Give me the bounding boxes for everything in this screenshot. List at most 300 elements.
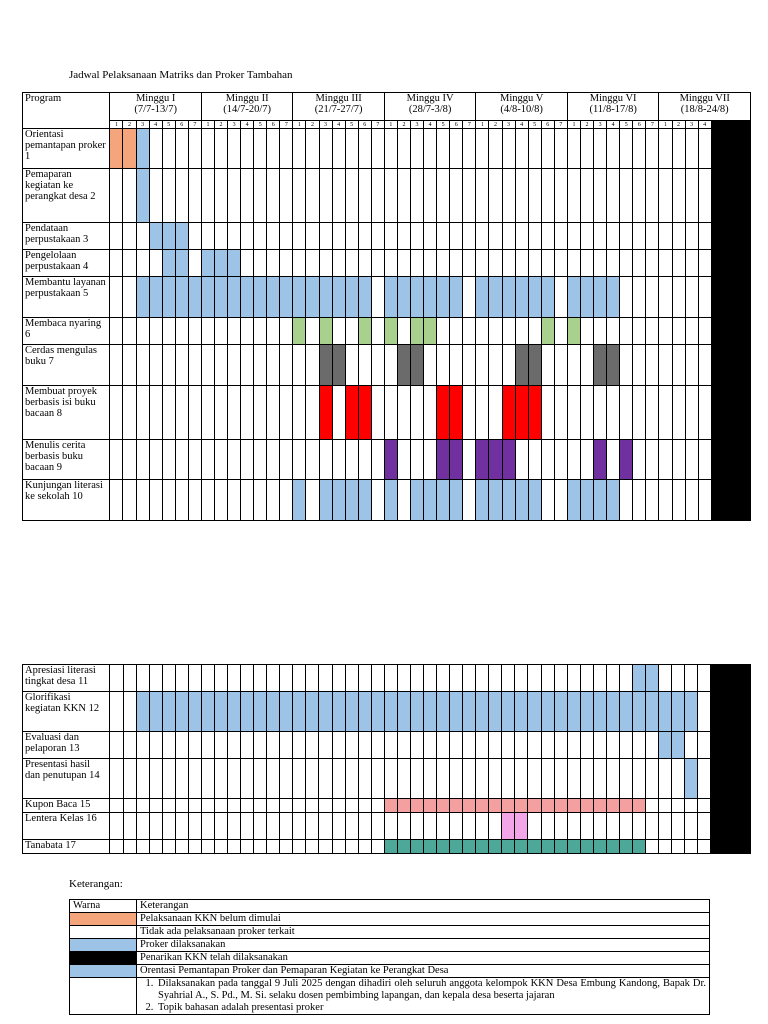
- schedule-cell: [123, 277, 136, 318]
- schedule-cell: [293, 277, 306, 318]
- schedule-cell: [659, 813, 672, 840]
- schedule-cell: [724, 665, 737, 692]
- schedule-cell: [332, 129, 345, 169]
- schedule-cell: [594, 169, 607, 223]
- schedule-cell: [607, 129, 620, 169]
- schedule-cell: [345, 759, 358, 799]
- schedule-cell: [424, 440, 437, 480]
- schedule-cell: [515, 665, 528, 692]
- schedule-cell: [306, 318, 319, 345]
- schedule-cell: [384, 169, 397, 223]
- schedule-cell: [345, 480, 358, 521]
- schedule-cell: [646, 386, 659, 440]
- schedule-cell: [476, 250, 489, 277]
- schedule-cell: [267, 250, 280, 277]
- schedule-cell: [685, 813, 698, 840]
- schedule-cell: [737, 759, 751, 799]
- schedule-cell: [397, 813, 410, 840]
- schedule-cell: [476, 318, 489, 345]
- schedule-cell: [672, 759, 685, 799]
- schedule-cell: [541, 250, 554, 277]
- schedule-cell: [437, 277, 450, 318]
- schedule-cell: [280, 277, 293, 318]
- schedule-cell: [411, 480, 424, 521]
- program-row: [23, 345, 751, 386]
- schedule-cell: [541, 665, 554, 692]
- schedule-cell: [580, 440, 593, 480]
- legend-notes-spacer: [70, 978, 137, 1015]
- schedule-cell: [607, 223, 620, 250]
- schedule-cell: [672, 813, 685, 840]
- week-name: Minggu V: [500, 93, 544, 104]
- day-number: 4: [149, 121, 162, 129]
- schedule-cell: [463, 318, 476, 345]
- schedule-cell: [424, 250, 437, 277]
- schedule-cell: [541, 480, 554, 521]
- schedule-cell: [384, 386, 397, 440]
- schedule-cell: [528, 250, 541, 277]
- program-label: Presentasi hasil dan penutupan 14: [23, 759, 110, 799]
- schedule-cell: [424, 223, 437, 250]
- schedule-cell: [371, 840, 384, 854]
- schedule-cell: [476, 732, 489, 759]
- schedule-cell: [502, 386, 515, 440]
- week-header: [567, 93, 659, 121]
- schedule-cell: [397, 759, 410, 799]
- schedule-cell: [632, 759, 645, 799]
- schedule-cell: [580, 665, 593, 692]
- schedule-cell: [149, 169, 162, 223]
- schedule-cell: [659, 129, 672, 169]
- schedule-cell: [646, 345, 659, 386]
- schedule-cell: [267, 840, 280, 854]
- schedule-cell: [476, 386, 489, 440]
- schedule-cell: [463, 665, 476, 692]
- schedule-cell: [397, 386, 410, 440]
- schedule-cell: [423, 813, 436, 840]
- schedule-cell: [397, 129, 410, 169]
- schedule-cell: [606, 799, 619, 813]
- schedule-cell: [358, 840, 371, 854]
- schedule-cell: [345, 277, 358, 318]
- schedule-cell: [515, 223, 528, 250]
- schedule-cell: [188, 345, 201, 386]
- schedule-cell: [554, 169, 567, 223]
- program-row: [23, 480, 751, 521]
- schedule-cell: [450, 480, 463, 521]
- schedule-cell: [228, 732, 241, 759]
- schedule-cell: [201, 223, 214, 250]
- schedule-cell: [711, 480, 724, 521]
- schedule-cell: [463, 732, 476, 759]
- day-number: 7: [737, 121, 750, 129]
- schedule-cell: [123, 759, 136, 799]
- day-number: 6: [358, 121, 371, 129]
- schedule-cell: [450, 732, 463, 759]
- legend-row: [70, 926, 710, 939]
- schedule-cell: [123, 692, 136, 732]
- week-range: (4/8-10/8): [500, 104, 543, 115]
- schedule-cell: [306, 732, 319, 759]
- schedule-cell: [162, 732, 175, 759]
- week-header: [384, 93, 476, 121]
- schedule-cell: [737, 665, 751, 692]
- schedule-cell: [724, 840, 737, 854]
- schedule-cell: [228, 813, 241, 840]
- schedule-cell: [397, 250, 410, 277]
- schedule-cell: [502, 480, 515, 521]
- schedule-cell: [633, 129, 646, 169]
- schedule-cell: [593, 665, 606, 692]
- schedule-cell: [214, 277, 227, 318]
- schedule-cell: [410, 799, 423, 813]
- schedule-cell: [149, 480, 162, 521]
- schedule-cell: [554, 665, 567, 692]
- legend-notes-row: [70, 978, 710, 1015]
- schedule-cell: [737, 250, 750, 277]
- schedule-cell: [241, 129, 254, 169]
- schedule-cell: [620, 386, 633, 440]
- schedule-cell: [293, 665, 306, 692]
- schedule-cell: [201, 840, 214, 854]
- schedule-cell: [737, 318, 750, 345]
- schedule-cell: [110, 813, 123, 840]
- schedule-cell: [659, 318, 672, 345]
- schedule-cell: [737, 799, 751, 813]
- schedule-cell: [528, 692, 541, 732]
- schedule-cell: [358, 129, 371, 169]
- day-number: 5: [254, 121, 267, 129]
- legend-text: Penarikan KKN telah dilaksanakan: [137, 952, 710, 965]
- schedule-cell: [724, 799, 737, 813]
- schedule-cell: [319, 386, 332, 440]
- schedule-cell: [567, 345, 580, 386]
- schedule-cell: [580, 169, 593, 223]
- schedule-cell: [397, 440, 410, 480]
- schedule-cell: [580, 692, 593, 732]
- schedule-cell: [241, 480, 254, 521]
- schedule-cell: [267, 440, 280, 480]
- schedule-cell: [528, 169, 541, 223]
- schedule-cell: [515, 386, 528, 440]
- day-number: 6: [724, 121, 737, 129]
- schedule-cell: [371, 440, 384, 480]
- schedule-cell: [241, 840, 254, 854]
- schedule-cell: [280, 480, 293, 521]
- schedule-cell: [685, 665, 698, 692]
- schedule-cell: [345, 345, 358, 386]
- schedule-cell: [489, 732, 502, 759]
- schedule-cell: [293, 129, 306, 169]
- schedule-cell: [201, 480, 214, 521]
- schedule-cell: [280, 386, 293, 440]
- day-number: 5: [437, 121, 450, 129]
- program-label: Apresiasi literasi tingkat desa 11: [23, 665, 110, 692]
- legend-swatch: [70, 913, 137, 926]
- day-number: 6: [450, 121, 463, 129]
- schedule-cell: [188, 665, 201, 692]
- schedule-cell: [554, 480, 567, 521]
- schedule-cell: [528, 386, 541, 440]
- schedule-cell: [228, 345, 241, 386]
- schedule-cell: [293, 692, 306, 732]
- schedule-cell: [698, 759, 711, 799]
- schedule-cell: [659, 169, 672, 223]
- schedule-cell: [632, 813, 645, 840]
- schedule-cell: [162, 799, 175, 813]
- schedule-cell: [685, 223, 698, 250]
- schedule-cell: [502, 732, 515, 759]
- schedule-cell: [659, 250, 672, 277]
- schedule-cell: [241, 169, 254, 223]
- schedule-cell: [515, 759, 528, 799]
- legend-table: [69, 899, 710, 1015]
- schedule-cell: [384, 692, 397, 732]
- schedule-cell: [371, 318, 384, 345]
- schedule-cell: [554, 129, 567, 169]
- schedule-cell: [633, 250, 646, 277]
- schedule-cell: [293, 813, 306, 840]
- schedule-cell: [345, 732, 358, 759]
- schedule-cell: [410, 840, 423, 854]
- schedule-cell: [607, 318, 620, 345]
- day-number: 2: [489, 121, 502, 129]
- schedule-cell: [606, 692, 619, 732]
- schedule-cell: [594, 223, 607, 250]
- schedule-cell: [188, 169, 201, 223]
- week-header-row: [23, 93, 751, 121]
- schedule-cell: [254, 345, 267, 386]
- day-number: 3: [685, 121, 698, 129]
- legend-swatch: [70, 939, 137, 952]
- schedule-cell: [554, 318, 567, 345]
- schedule-cell: [463, 345, 476, 386]
- program-label: Pendataan perpustakaan 3: [23, 223, 110, 250]
- schedule-cell: [698, 732, 711, 759]
- schedule-cell: [123, 840, 136, 854]
- schedule-cell: [724, 250, 737, 277]
- schedule-cell: [711, 250, 724, 277]
- day-number: 4: [424, 121, 437, 129]
- schedule-cell: [607, 386, 620, 440]
- schedule-cell: [528, 759, 541, 799]
- schedule-cell: [280, 813, 293, 840]
- schedule-cell: [489, 440, 502, 480]
- schedule-cell: [463, 840, 476, 854]
- schedule-cell: [515, 732, 528, 759]
- schedule-cell: [136, 223, 149, 250]
- schedule-cell: [515, 129, 528, 169]
- schedule-cell: [188, 480, 201, 521]
- week-header: [293, 93, 384, 121]
- schedule-cell: [319, 223, 332, 250]
- schedule-cell: [293, 250, 306, 277]
- schedule-cell: [476, 345, 489, 386]
- schedule-cell: [345, 129, 358, 169]
- day-number: 2: [214, 121, 227, 129]
- schedule-cell: [541, 692, 554, 732]
- schedule-cell: [620, 318, 633, 345]
- week-name: Minggu IV: [406, 93, 454, 104]
- schedule-cell: [162, 345, 175, 386]
- schedule-cell: [371, 223, 384, 250]
- schedule-cell: [162, 223, 175, 250]
- program-row: [23, 840, 751, 854]
- schedule-cell: [201, 665, 214, 692]
- schedule-cell: [528, 840, 541, 854]
- schedule-cell: [241, 250, 254, 277]
- schedule-cell: [724, 345, 737, 386]
- week-range: (18/8-24/8): [680, 104, 729, 115]
- schedule-cell: [463, 277, 476, 318]
- schedule-cell: [476, 169, 489, 223]
- schedule-cell: [646, 169, 659, 223]
- schedule-cell: [384, 250, 397, 277]
- schedule-cell: [489, 129, 502, 169]
- schedule-cell: [437, 318, 450, 345]
- schedule-cell: [567, 129, 580, 169]
- schedule-cell: [136, 759, 149, 799]
- schedule-cell: [267, 223, 280, 250]
- legend-header-row: [70, 900, 710, 913]
- schedule-cell: [149, 440, 162, 480]
- schedule-cell: [594, 277, 607, 318]
- schedule-cell: [358, 277, 371, 318]
- schedule-cell: [450, 840, 463, 854]
- schedule-cell: [594, 480, 607, 521]
- schedule-cell: [541, 223, 554, 250]
- schedule-table: [22, 92, 751, 521]
- program-row: [23, 813, 751, 840]
- day-number: 2: [672, 121, 685, 129]
- schedule-cell: [411, 169, 424, 223]
- schedule-cell: [149, 799, 162, 813]
- schedule-cell: [201, 759, 214, 799]
- day-number: 7: [463, 121, 476, 129]
- schedule-cell: [737, 386, 750, 440]
- schedule-cell: [332, 250, 345, 277]
- schedule-cell: [371, 129, 384, 169]
- week-name: Minggu II: [225, 93, 269, 104]
- schedule-cell: [672, 732, 685, 759]
- schedule-cell: [502, 665, 515, 692]
- schedule-cell: [332, 759, 345, 799]
- schedule-cell: [515, 318, 528, 345]
- schedule-cell: [646, 129, 659, 169]
- schedule-cell: [528, 732, 541, 759]
- schedule-cell: [188, 277, 201, 318]
- schedule-cell: [489, 665, 502, 692]
- schedule-cell: [175, 386, 188, 440]
- schedule-cell: [737, 813, 751, 840]
- schedule-cell: [711, 386, 724, 440]
- schedule-cell: [423, 665, 436, 692]
- schedule-cell: [358, 386, 371, 440]
- program-label: Orientasi pemantapan proker 1: [23, 129, 110, 169]
- program-row: [23, 759, 751, 799]
- week-header: [110, 93, 201, 121]
- schedule-cell: [332, 345, 345, 386]
- schedule-cell: [123, 129, 136, 169]
- schedule-cell: [580, 386, 593, 440]
- schedule-cell: [515, 169, 528, 223]
- program-row: [23, 277, 751, 318]
- schedule-cell: [358, 250, 371, 277]
- schedule-cell: [672, 250, 685, 277]
- legend-row: [70, 965, 710, 978]
- legend-row: [70, 952, 710, 965]
- schedule-cell: [280, 250, 293, 277]
- schedule-cell: [463, 480, 476, 521]
- schedule-cell: [306, 386, 319, 440]
- schedule-cell: [567, 480, 580, 521]
- schedule-cell: [437, 386, 450, 440]
- schedule-cell: [476, 692, 489, 732]
- schedule-cell: [358, 440, 371, 480]
- schedule-cell: [306, 665, 319, 692]
- schedule-cell: [306, 345, 319, 386]
- schedule-cell: [293, 732, 306, 759]
- schedule-cell: [254, 223, 267, 250]
- schedule-cell: [397, 277, 410, 318]
- schedule-cell: [424, 480, 437, 521]
- schedule-cell: [345, 440, 358, 480]
- schedule-cell: [620, 129, 633, 169]
- schedule-cell: [149, 813, 162, 840]
- schedule-cell: [332, 318, 345, 345]
- schedule-cell: [345, 250, 358, 277]
- schedule-cell: [502, 759, 515, 799]
- day-number: 1: [110, 121, 123, 129]
- schedule-cell: [515, 799, 528, 813]
- schedule-cell: [110, 129, 123, 169]
- schedule-cell: [489, 813, 502, 840]
- schedule-cell: [371, 480, 384, 521]
- day-number: 6: [633, 121, 646, 129]
- schedule-cell: [463, 169, 476, 223]
- schedule-cell: [149, 386, 162, 440]
- schedule-cell: [659, 799, 672, 813]
- schedule-cell: [319, 692, 332, 732]
- schedule-cell: [411, 223, 424, 250]
- schedule-cell: [319, 480, 332, 521]
- schedule-cell: [698, 345, 711, 386]
- schedule-cell: [345, 813, 358, 840]
- schedule-cell: [711, 129, 724, 169]
- schedule-cell: [332, 799, 345, 813]
- legend-row: [70, 939, 710, 952]
- schedule-cell: [554, 277, 567, 318]
- schedule-cell: [554, 732, 567, 759]
- schedule-cell: [450, 692, 463, 732]
- schedule-cell: [358, 318, 371, 345]
- schedule-cell: [319, 169, 332, 223]
- schedule-cell: [280, 692, 293, 732]
- schedule-cell: [450, 318, 463, 345]
- schedule-cell: [698, 169, 711, 223]
- schedule-cell: [646, 277, 659, 318]
- schedule-cell: [345, 223, 358, 250]
- schedule-cell: [437, 813, 450, 840]
- day-number: 5: [345, 121, 358, 129]
- schedule-cell: [711, 759, 724, 799]
- schedule-cell: [646, 840, 659, 854]
- program-label: Membantu layanan perpustakaan 5: [23, 277, 110, 318]
- schedule-cell: [724, 759, 737, 799]
- schedule-cell: [646, 759, 659, 799]
- schedule-cell: [280, 665, 293, 692]
- schedule-cell: [228, 277, 241, 318]
